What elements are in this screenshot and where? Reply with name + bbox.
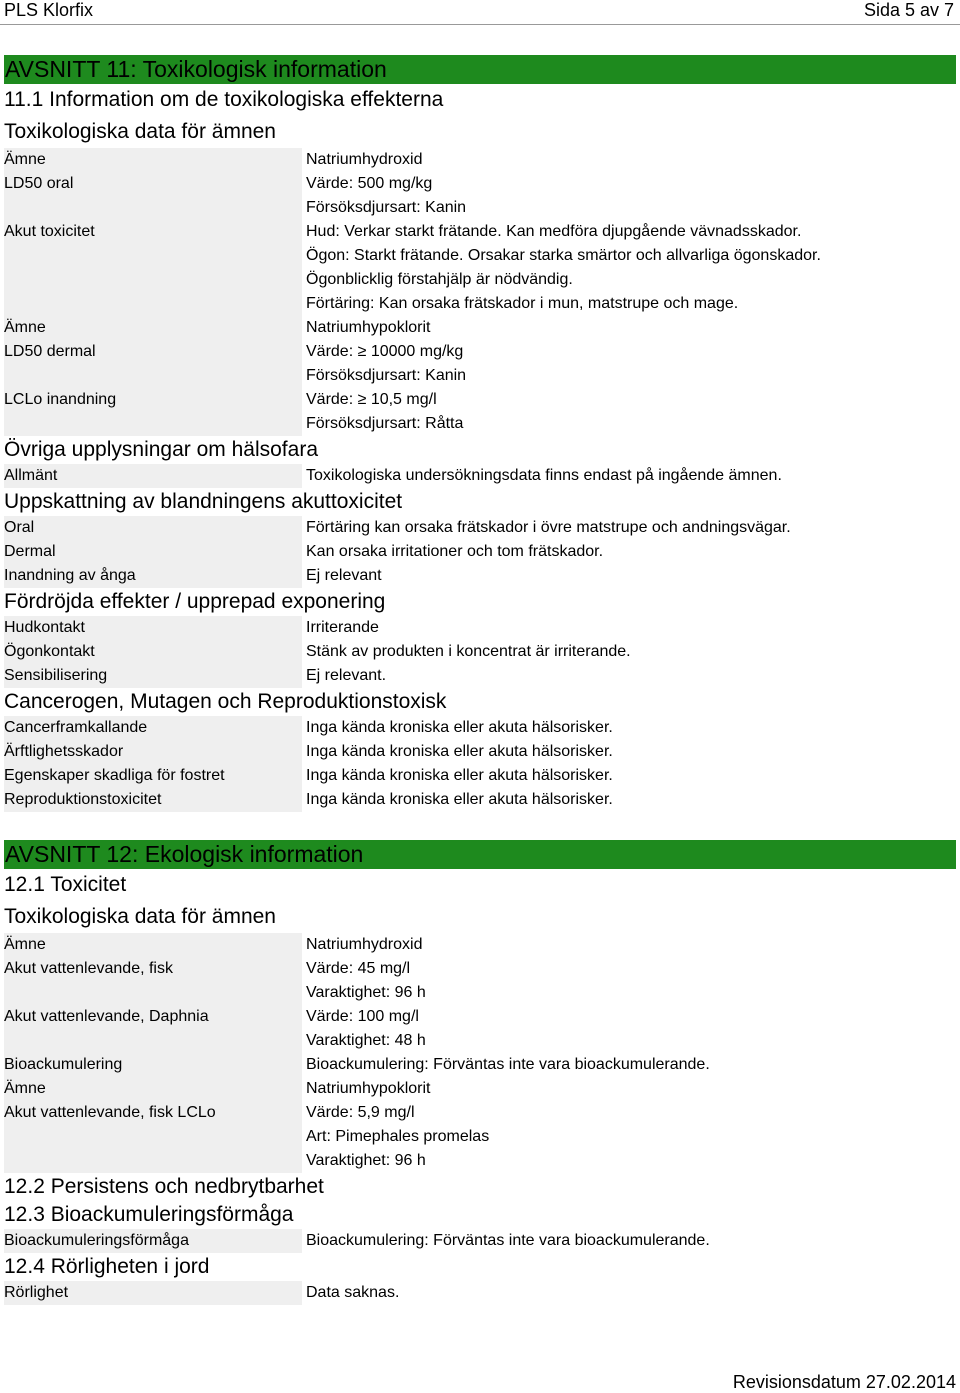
value-line: Natriumhydroxid [306, 151, 423, 168]
value-line: Ögon: Starkt frätande. Orsakar starka smärtor och allvarliga ögonskador. [306, 247, 821, 264]
row-label: LD50 oral [4, 172, 302, 220]
value-line: Ögonblicklig förstahjälp är nödvändig. [306, 271, 573, 288]
value-line: Natriumhypoklorit [306, 319, 431, 336]
value-line: Varaktighet: 48 h [306, 1032, 426, 1049]
row-label: Akut vattenlevande, fisk [4, 957, 302, 1005]
table-row [4, 740, 956, 764]
table-row [4, 716, 956, 740]
value-line: Värde: ≥ 10,5 mg/l [306, 391, 437, 408]
row-value [306, 1053, 956, 1077]
row-label: LD50 dermal [4, 340, 302, 388]
row-value [306, 564, 956, 588]
row-label: Dermal [4, 540, 302, 564]
header-divider [0, 24, 960, 25]
row-label: Bioackumuleringsförmåga [4, 1229, 302, 1253]
row-label: Allmänt [4, 464, 302, 488]
table-row [4, 464, 956, 488]
s11-table-2 [4, 464, 956, 488]
row-label: Ämne [4, 148, 302, 172]
table-row [4, 616, 956, 640]
section-11-1-heading: 11.1 Information om de toxikologiska effekterna [4, 88, 444, 111]
value-line: Förtäring: Kan orsaka frätskador i mun, matstrupe och mage. [306, 295, 739, 312]
table-row [4, 1229, 956, 1253]
value-line: Inga kända kroniska eller akuta hälsorisker. [306, 743, 613, 760]
document-title: PLS Klorfix [4, 0, 94, 20]
mobility-heading: 12.4 Rörligheten i jord [4, 1255, 210, 1278]
value-line: Stänk av produkten i koncentrat är irriterande. [306, 643, 631, 660]
value-line: Värde: 45 mg/l [306, 960, 411, 977]
row-value [306, 616, 956, 640]
row-value [306, 933, 956, 957]
table-row [4, 220, 956, 316]
value-line: Värde: 500 mg/kg [306, 175, 433, 192]
row-label: Egenskaper skadliga för fostret [4, 764, 302, 788]
table-row [4, 933, 956, 957]
tox-data-heading: Toxikologiska data för ämnen [4, 120, 276, 143]
value-line: Varaktighet: 96 h [306, 1152, 426, 1169]
table-row [4, 540, 956, 564]
row-value [306, 172, 956, 220]
table-row [4, 1053, 956, 1077]
table-row [4, 516, 956, 540]
table-row [4, 564, 956, 588]
value-line: Förtäring kan orsaka frätskador i övre matstrupe och andningsvägar. [306, 519, 791, 536]
page-number: Sida 5 av 7 [863, 0, 954, 20]
document-body [4, 55, 956, 1305]
table-row [4, 148, 956, 172]
value-line: Inga kända kroniska eller akuta hälsorisker. [306, 767, 613, 784]
row-label: Akut vattenlevande, fisk LCLo [4, 1101, 302, 1173]
table-row [4, 316, 956, 340]
row-value [306, 220, 956, 316]
row-value [306, 764, 956, 788]
section-gap [4, 812, 956, 840]
row-value [306, 957, 956, 1005]
table-row [4, 1005, 956, 1053]
value-line: Inga kända kroniska eller akuta hälsorisker. [306, 791, 613, 808]
row-label: Oral [4, 516, 302, 540]
value-line: Värde: ≥ 10000 mg/kg [306, 343, 464, 360]
row-value [306, 740, 956, 764]
table-row [4, 664, 956, 688]
table-row [4, 172, 956, 220]
row-label: Ögonkontakt [4, 640, 302, 664]
row-label: Inandning av ånga [4, 564, 302, 588]
value-line: Hud: Verkar starkt frätande. Kan medföra djupgående vävnadsskador. [306, 223, 802, 240]
s11-table-4 [4, 616, 956, 688]
row-label: Ämne [4, 1077, 302, 1101]
row-value [306, 788, 956, 812]
value-line: Inga kända kroniska eller akuta hälsorisker. [306, 719, 613, 736]
row-label: Rörlighet [4, 1281, 302, 1305]
row-value [306, 340, 956, 388]
row-label: Akut toxicitet [4, 220, 302, 316]
row-value [306, 516, 956, 540]
bioaccumulation-heading: 12.3 Bioackumuleringsförmåga [4, 1203, 294, 1226]
value-line: Värde: 100 mg/l [306, 1008, 419, 1025]
table-row [4, 1101, 956, 1173]
table-row [4, 388, 956, 436]
table-row [4, 764, 956, 788]
table-row [4, 340, 956, 388]
row-value [306, 1005, 956, 1053]
value-line: Ej relevant [306, 567, 382, 584]
eco-tox-data-heading: Toxikologiska data för ämnen [4, 905, 276, 928]
value-line: Försöksdjursart: Råtta [306, 415, 464, 432]
s11-table-5 [4, 716, 956, 812]
other-health-heading: Övriga upplysningar om hälsofara [4, 438, 318, 461]
row-value [306, 388, 956, 436]
row-label: LCLo inandning [4, 388, 302, 436]
value-line: Varaktighet: 96 h [306, 984, 426, 1001]
row-label: Ämne [4, 316, 302, 340]
value-line: Data saknas. [306, 1284, 400, 1301]
row-label: Akut vattenlevande, Daphnia [4, 1005, 302, 1053]
section-11-banner: AVSNITT 11: Toxikologisk information [4, 55, 956, 84]
section-12-banner: AVSNITT 12: Ekologisk information [4, 840, 956, 869]
table-row [4, 1077, 956, 1101]
s12-table-3 [4, 1281, 956, 1305]
value-line: Irriterande [306, 619, 379, 636]
row-value [306, 1281, 956, 1305]
row-label: Ämne [4, 933, 302, 957]
s12-table-1 [4, 933, 956, 1173]
s11-table-1 [4, 148, 956, 436]
row-label: Ärftlighetsskador [4, 740, 302, 764]
value-line: Bioackumulering: Förväntas inte vara bioackumulerande. [306, 1232, 710, 1249]
row-value [306, 716, 956, 740]
row-label: Hudkontakt [4, 616, 302, 640]
section-12-1-heading: 12.1 Toxicitet [4, 873, 127, 896]
persistence-heading: 12.2 Persistens och nedbrytbarhet [4, 1175, 324, 1198]
s11-table-3 [4, 516, 956, 588]
row-value [306, 640, 956, 664]
value-line: Försöksdjursart: Kanin [306, 367, 467, 384]
value-line: Ej relevant. [306, 667, 387, 684]
row-value [306, 316, 956, 340]
row-value [306, 464, 956, 488]
value-line: Toxikologiska undersökningsdata finns endast på ingående ämnen. [306, 467, 782, 484]
cmr-heading: Cancerogen, Mutagen och Reproduktionstoxisk [4, 690, 447, 713]
row-label: Reproduktionstoxicitet [4, 788, 302, 812]
row-value [306, 664, 956, 688]
delayed-effects-heading: Fördröjda effekter / upprepad exponering [4, 590, 386, 613]
table-row [4, 1281, 956, 1305]
row-value [306, 1101, 956, 1173]
row-value [306, 1229, 956, 1253]
value-line: Bioackumulering: Förväntas inte vara bioackumulerande. [306, 1056, 710, 1073]
page-header [4, 0, 956, 22]
row-value [306, 1077, 956, 1101]
value-line: Natriumhydroxid [306, 936, 423, 953]
table-row [4, 788, 956, 812]
s12-table-2 [4, 1229, 956, 1253]
row-label: Sensibilisering [4, 664, 302, 688]
row-value [306, 540, 956, 564]
value-line: Kan orsaka irritationer och tom frätskador. [306, 543, 604, 560]
row-label: Bioackumulering [4, 1053, 302, 1077]
row-label: Cancerframkallande [4, 716, 302, 740]
table-row [4, 957, 956, 1005]
value-line: Försöksdjursart: Kanin [306, 199, 467, 216]
row-value [306, 148, 956, 172]
value-line: Art: Pimephales promelas [306, 1128, 490, 1145]
value-line: Värde: 5,9 mg/l [306, 1104, 415, 1121]
acute-toxicity-heading: Uppskattning av blandningens akuttoxicitet [4, 490, 403, 513]
value-line: Natriumhypoklorit [306, 1080, 431, 1097]
table-row [4, 640, 956, 664]
revision-date: Revisionsdatum 27.02.2014 [732, 1372, 956, 1392]
